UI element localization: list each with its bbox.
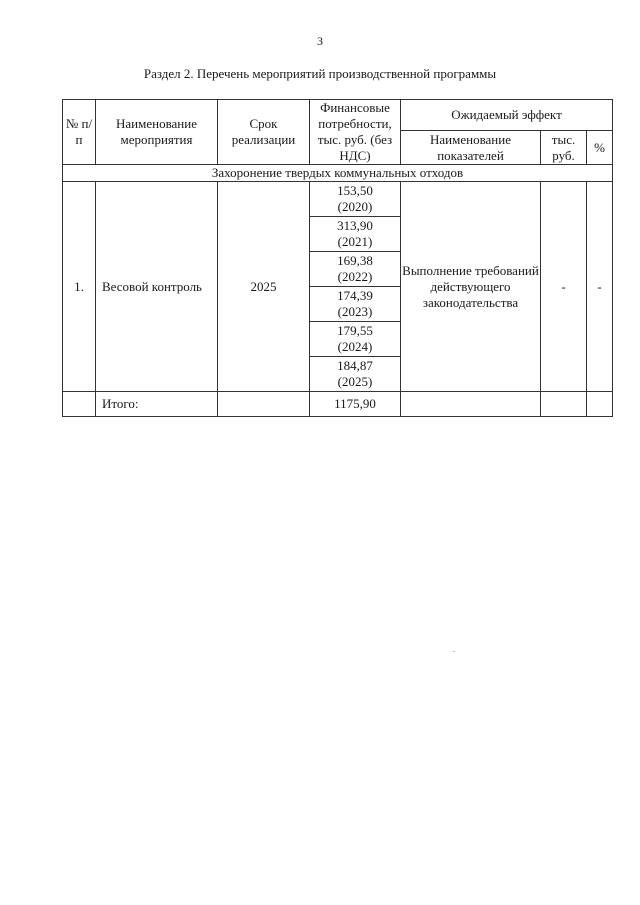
header-num: № п/п bbox=[63, 100, 96, 165]
finance-cell-2020 bbox=[310, 182, 401, 217]
finance-year: (2025) bbox=[337, 374, 373, 389]
total-finance: 1175,90 bbox=[310, 392, 401, 417]
total-percent-empty bbox=[587, 392, 613, 417]
total-label: Итого: bbox=[96, 392, 218, 417]
finance-year: (2023) bbox=[337, 304, 373, 319]
row-thousand-rub: - bbox=[541, 182, 587, 392]
row-num: 1. bbox=[63, 182, 96, 392]
total-thousand-rub-empty bbox=[541, 392, 587, 417]
total-num-empty bbox=[63, 392, 96, 417]
finance-value: 179,55 bbox=[337, 323, 373, 338]
section-row bbox=[63, 165, 613, 182]
finance-value: 153,50 bbox=[337, 183, 373, 198]
total-term-empty bbox=[218, 392, 310, 417]
header-thousand-rub: тыс. руб. bbox=[541, 131, 587, 165]
finance-cell-2021 bbox=[310, 217, 401, 252]
page-number: 3 bbox=[317, 34, 323, 48]
finance-value: 174,39 bbox=[337, 288, 373, 303]
table-row bbox=[63, 182, 613, 217]
row-name: Весовой контроль bbox=[96, 182, 218, 392]
finance-value: 169,38 bbox=[337, 253, 373, 268]
finance-cell-2024 bbox=[310, 322, 401, 357]
finance-year: (2022) bbox=[337, 269, 373, 284]
header-row bbox=[63, 100, 613, 131]
finance-year: (2024) bbox=[337, 339, 373, 354]
header-term: Срок реализации bbox=[218, 100, 310, 165]
finance-value: 313,90 bbox=[337, 218, 373, 233]
header-indicator: Наименование показателей bbox=[401, 131, 541, 165]
section-row-label: Захоронение твердых коммунальных отходов bbox=[63, 165, 613, 182]
header-expected: Ожидаемый эффект bbox=[401, 100, 613, 131]
finance-year: (2021) bbox=[337, 234, 373, 249]
program-table bbox=[62, 99, 613, 417]
finance-year: (2020) bbox=[337, 199, 373, 214]
finance-cell-2022 bbox=[310, 252, 401, 287]
row-percent: - bbox=[587, 182, 613, 392]
header-name: Наименование мероприятия bbox=[96, 100, 218, 165]
row-term: 2025 bbox=[218, 182, 310, 392]
finance-cell-2023 bbox=[310, 287, 401, 322]
total-row bbox=[63, 392, 613, 417]
scan-speck bbox=[453, 651, 455, 652]
finance-value: 184,87 bbox=[337, 358, 373, 373]
header-finance: Финансовые потребности, тыс. руб. (без НДС) bbox=[310, 100, 401, 165]
total-indicator-empty bbox=[401, 392, 541, 417]
row-indicator: Выполнение требований действующего законодательства bbox=[401, 182, 541, 392]
section-title: Раздел 2. Перечень мероприятий производственной программы bbox=[143, 66, 497, 81]
header-percent: % bbox=[587, 131, 613, 165]
finance-cell-2025 bbox=[310, 357, 401, 392]
